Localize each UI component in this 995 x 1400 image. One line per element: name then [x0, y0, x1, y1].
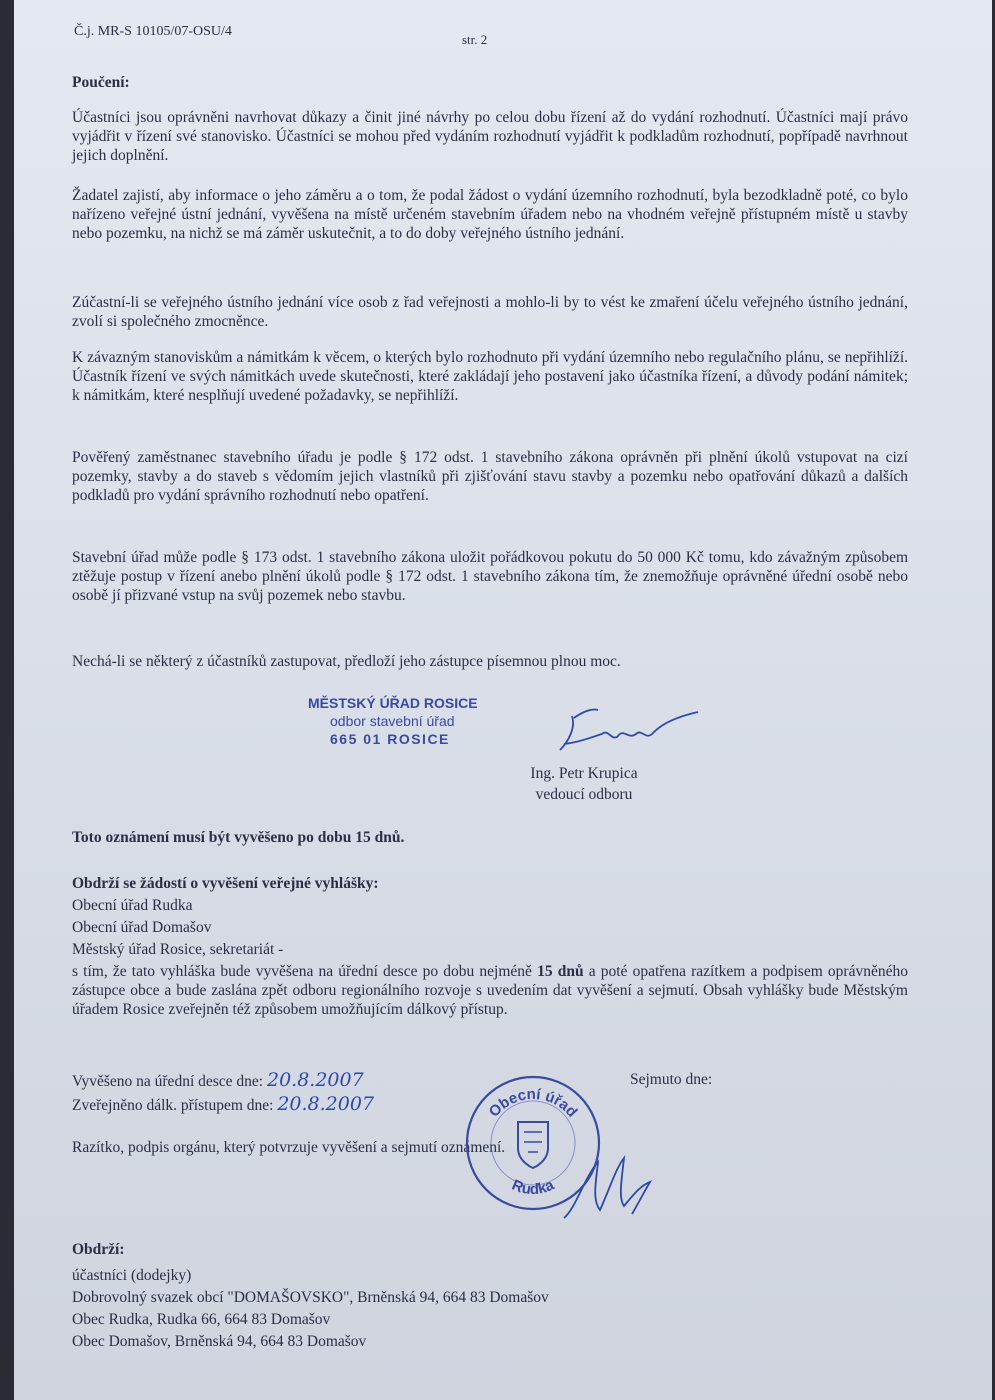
- stamp-instruction: Razítko, podpis orgánu, který potvrzuje vyvěšení a sejmutí oznámení.: [72, 1139, 506, 1156]
- page-number: str. 2: [462, 32, 488, 47]
- round-stamp-bottom-text: Rudka: [509, 1176, 557, 1199]
- paragraph-7: Nechá-li se některý z účastníků zastupovat, předloží jeho zástupce písemnou plnou moc.: [72, 653, 621, 670]
- recipient-1: účastníci (dodejky): [72, 1267, 192, 1284]
- document-page: [14, 0, 992, 1400]
- signatory-name: Ing. Petr Krupica: [530, 765, 638, 782]
- svg-text:Obecní úřad: [486, 1086, 581, 1121]
- signatory-role: vedoucí odboru: [535, 786, 633, 803]
- section-title-pouceni: Poučení:: [72, 74, 130, 91]
- posted-label: Vyvěšeno na úřední desce dne:: [72, 1073, 264, 1090]
- published-date-row: [72, 1094, 374, 1116]
- posting-recipient-1: Obecní úřad Rudka: [72, 897, 193, 914]
- published-date-handwritten: 20.8.2007: [277, 1093, 375, 1115]
- recipient-2: Dobrovolný svazek obcí "DOMAŠOVSKO", Brněnská 94, 664 83 Domašov: [72, 1289, 549, 1306]
- published-label: Zveřejněno dálk. přístupem dne:: [72, 1097, 274, 1114]
- posting-title: Obdrží se žádostí o vyvěšení veřejné vyhlášky:: [72, 875, 379, 892]
- signature-rudka: [554, 1148, 664, 1228]
- svg-text:Rudka: [509, 1176, 557, 1198]
- posting-recipient-2: Obecní úřad Domašov: [72, 919, 212, 936]
- stamp-line-3: 665 01 ROSICE: [330, 731, 450, 747]
- posting-text-a: s tím, že tato vyhláška bude vyvěšena na úřední desce po dobu nejméně: [72, 963, 538, 980]
- stamp-line-1: MĚSTSKÝ ÚŘAD ROSICE: [308, 695, 478, 711]
- paragraph-2: Žadatel zajistí, aby informace o jeho záměru a o tom, že podal žádost o vydání územního rozhodnutí, byla bezodkladně poté, co bylo nařízeno veřejné ústní jednání, vyvěšena na místě určeném stavebním úřadem nebo na vhodném veřejně přístupném místě u stavby nebo pozemku, na nichž se má záměr uskutečnit, a to do doby veřejného ústního jednání.: [72, 187, 908, 242]
- posting-text-b: a poté opatřena razítkem a podpisem oprávněného zástupce obce a bude zaslána zpět odboru regionálního rozvoje s uvedením dat vyvěšení a sejmutí. Obsah vyhlášky bude Městským úřadem Rosice zveřejněn též způsobem umožňujícím dálkový přístup.: [72, 963, 908, 1018]
- reference-number: Č.j. MR-S 10105/07-OSU/4: [74, 24, 232, 39]
- paragraph-5: Pověřený zaměstnanec stavebního úřadu je podle § 172 odst. 1 stavebního zákona oprávněn při plnění úkolů vstupovat na cizí pozemky, stavby a do staveb s vědomím jejich vlastníků při zjišťování stavu stavby a pozemku nebo opatřování důkazů a dalších podkladů pro vydání správního rozhodnutí nebo opatření.: [72, 449, 908, 504]
- posting-notice: Toto oznámení musí být vyvěšeno po dobu 15 dnů.: [72, 829, 405, 846]
- posting-text-bold: 15 dnů: [537, 963, 584, 980]
- signatory-block: [514, 763, 654, 805]
- paragraph-4: K závazným stanoviskům a námitkám k věcem, o kterých bylo rozhodnuto při vydání územního nebo regulačního plánu, se nepřihlíží. Účastník řízení ve svých námitkách uvede skutečnosti, které zakládají jeho postavení jako účastníka řízení, a důvody podání námitek; k námitkám, které nesplňují uvedené požadavky, se nepřihlíží.: [72, 349, 908, 404]
- round-stamp-top-text: Obecní úřad: [485, 1085, 581, 1121]
- posted-date-row: [72, 1070, 364, 1092]
- paragraph-6: Stavební úřad může podle § 173 odst. 1 stavebního zákona uložit pořádkovou pokutu do 50 000 Kč tomu, kdo závažným způsobem ztěžuje postup v řízení anebo plnění úkolů podle § 172 odst. 1 stavebního zákona tím, že znemožňuje oprávněné úřední osobě nebo osobě jí přizvané vstup na svůj pozemek nebo stavbu.: [72, 549, 908, 604]
- recipients-title: Obdrží:: [72, 1241, 125, 1258]
- stamp-line-2: odbor stavební úřad: [330, 713, 455, 729]
- posting-instructions: [72, 962, 908, 1019]
- paragraph-1: Účastníci jsou oprávněni navrhovat důkazy a činit jiné návrhy po celou dobu řízení až do vydání rozhodnutí. Účastníci mají právo vyjádřit v řízení své stanovisko. Účastníci se mohou před vydáním rozhodnutí vyjádřit k podkladům rozhodnutí, popřípadě navrhnout jejich doplnění.: [72, 109, 908, 164]
- recipient-3: Obec Rudka, Rudka 66, 664 83 Domašov: [72, 1311, 331, 1328]
- removed-label: Sejmuto dne:: [630, 1071, 713, 1088]
- paragraph-3: Zúčastní-li se veřejného ústního jednání více osob z řad veřejnosti a mohlo-li by to vést ke zmaření účelu veřejného ústního jednání, zvolí si společného zmocněnce.: [72, 294, 908, 330]
- recipient-4: Obec Domašov, Brněnská 94, 664 83 Domašov: [72, 1333, 367, 1350]
- office-stamp: [308, 694, 478, 748]
- posted-date-handwritten: 20.8.2007: [266, 1069, 364, 1091]
- posting-recipient-3: Městský úřad Rosice, sekretariát -: [72, 941, 284, 958]
- signature-krupica: [542, 698, 702, 758]
